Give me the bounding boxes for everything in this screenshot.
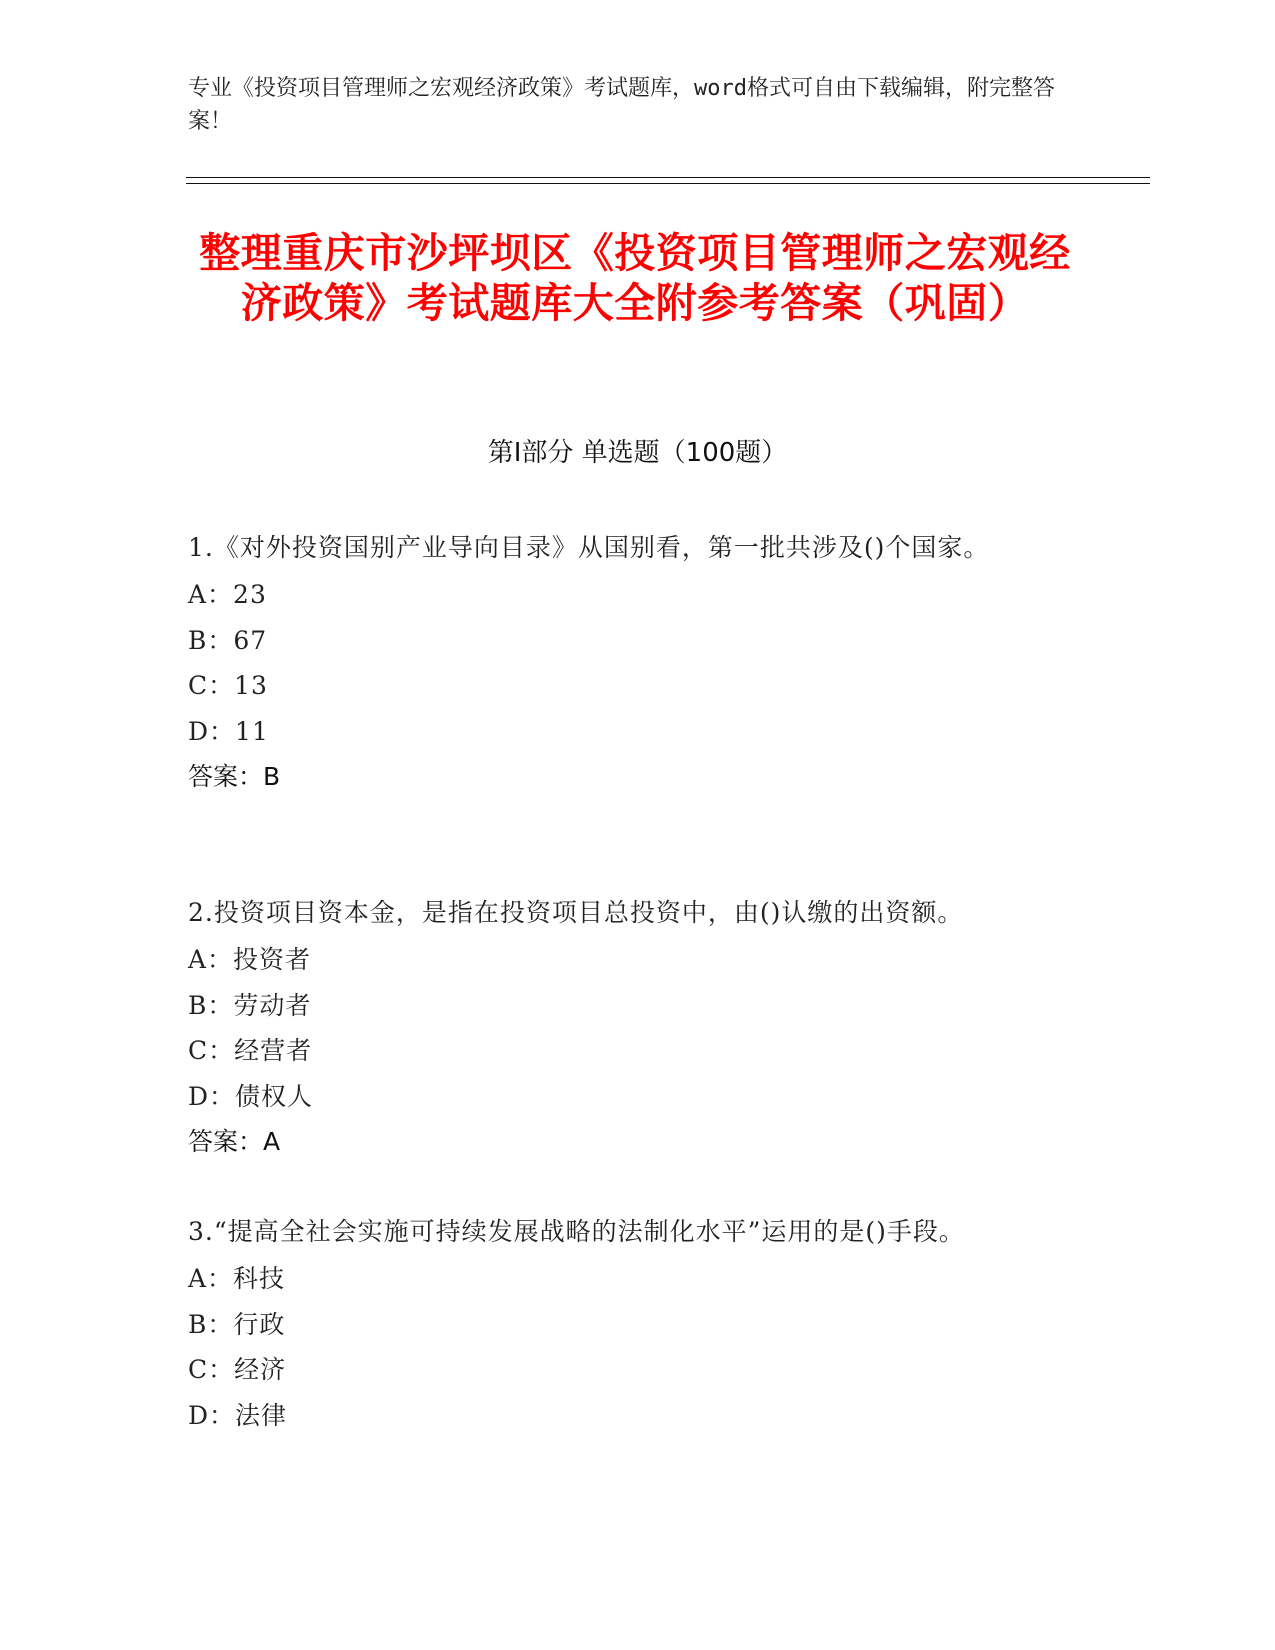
option-c: C：经济 xyxy=(188,1355,287,1384)
document-title: 整理重庆市沙坪坝区《投资项目管理师之宏观经济政策》考试题库大全附参考答案（巩固） xyxy=(199,229,1071,327)
question-stem: 1.《对外投资国别产业导向目录》从国别看，第一批共涉及()个国家。 xyxy=(188,533,990,562)
option-b: B：行政 xyxy=(188,1309,286,1339)
option-a: A：投资者 xyxy=(188,945,312,974)
answer-line: 答案：A xyxy=(188,1127,281,1156)
document-header-note: 专业《投资项目管理师之宏观经济政策》考试题库，word格式可自由下载编辑，附完整答案！ xyxy=(188,76,1055,134)
option-d: D：11 xyxy=(188,716,269,746)
question-block xyxy=(188,1208,1068,1438)
question-block xyxy=(188,524,1068,800)
question-stem: 3.“提高全社会实施可持续发展战略的法制化水平”运用的是()手段。 xyxy=(188,1217,965,1246)
header-divider-bottom xyxy=(186,183,1150,184)
question-stem: 2.投资项目资本金，是指在投资项目总投资中，由()认缴的出资额。 xyxy=(188,898,964,927)
answer-line: 答案：B xyxy=(188,762,281,791)
option-d: D：法律 xyxy=(188,1400,288,1430)
question-block xyxy=(188,889,1068,1165)
option-b: B：劳动者 xyxy=(188,990,312,1020)
option-d: D：债权人 xyxy=(188,1081,314,1111)
section-title: 第Ⅰ部分 单选题（100题） xyxy=(487,438,788,468)
option-a: A：23 xyxy=(188,580,267,609)
option-b: B：67 xyxy=(188,625,268,655)
option-c: C：经营者 xyxy=(188,1036,313,1065)
option-a: A：科技 xyxy=(188,1264,286,1293)
option-c: C：13 xyxy=(188,671,268,700)
header-divider-top xyxy=(186,177,1150,178)
